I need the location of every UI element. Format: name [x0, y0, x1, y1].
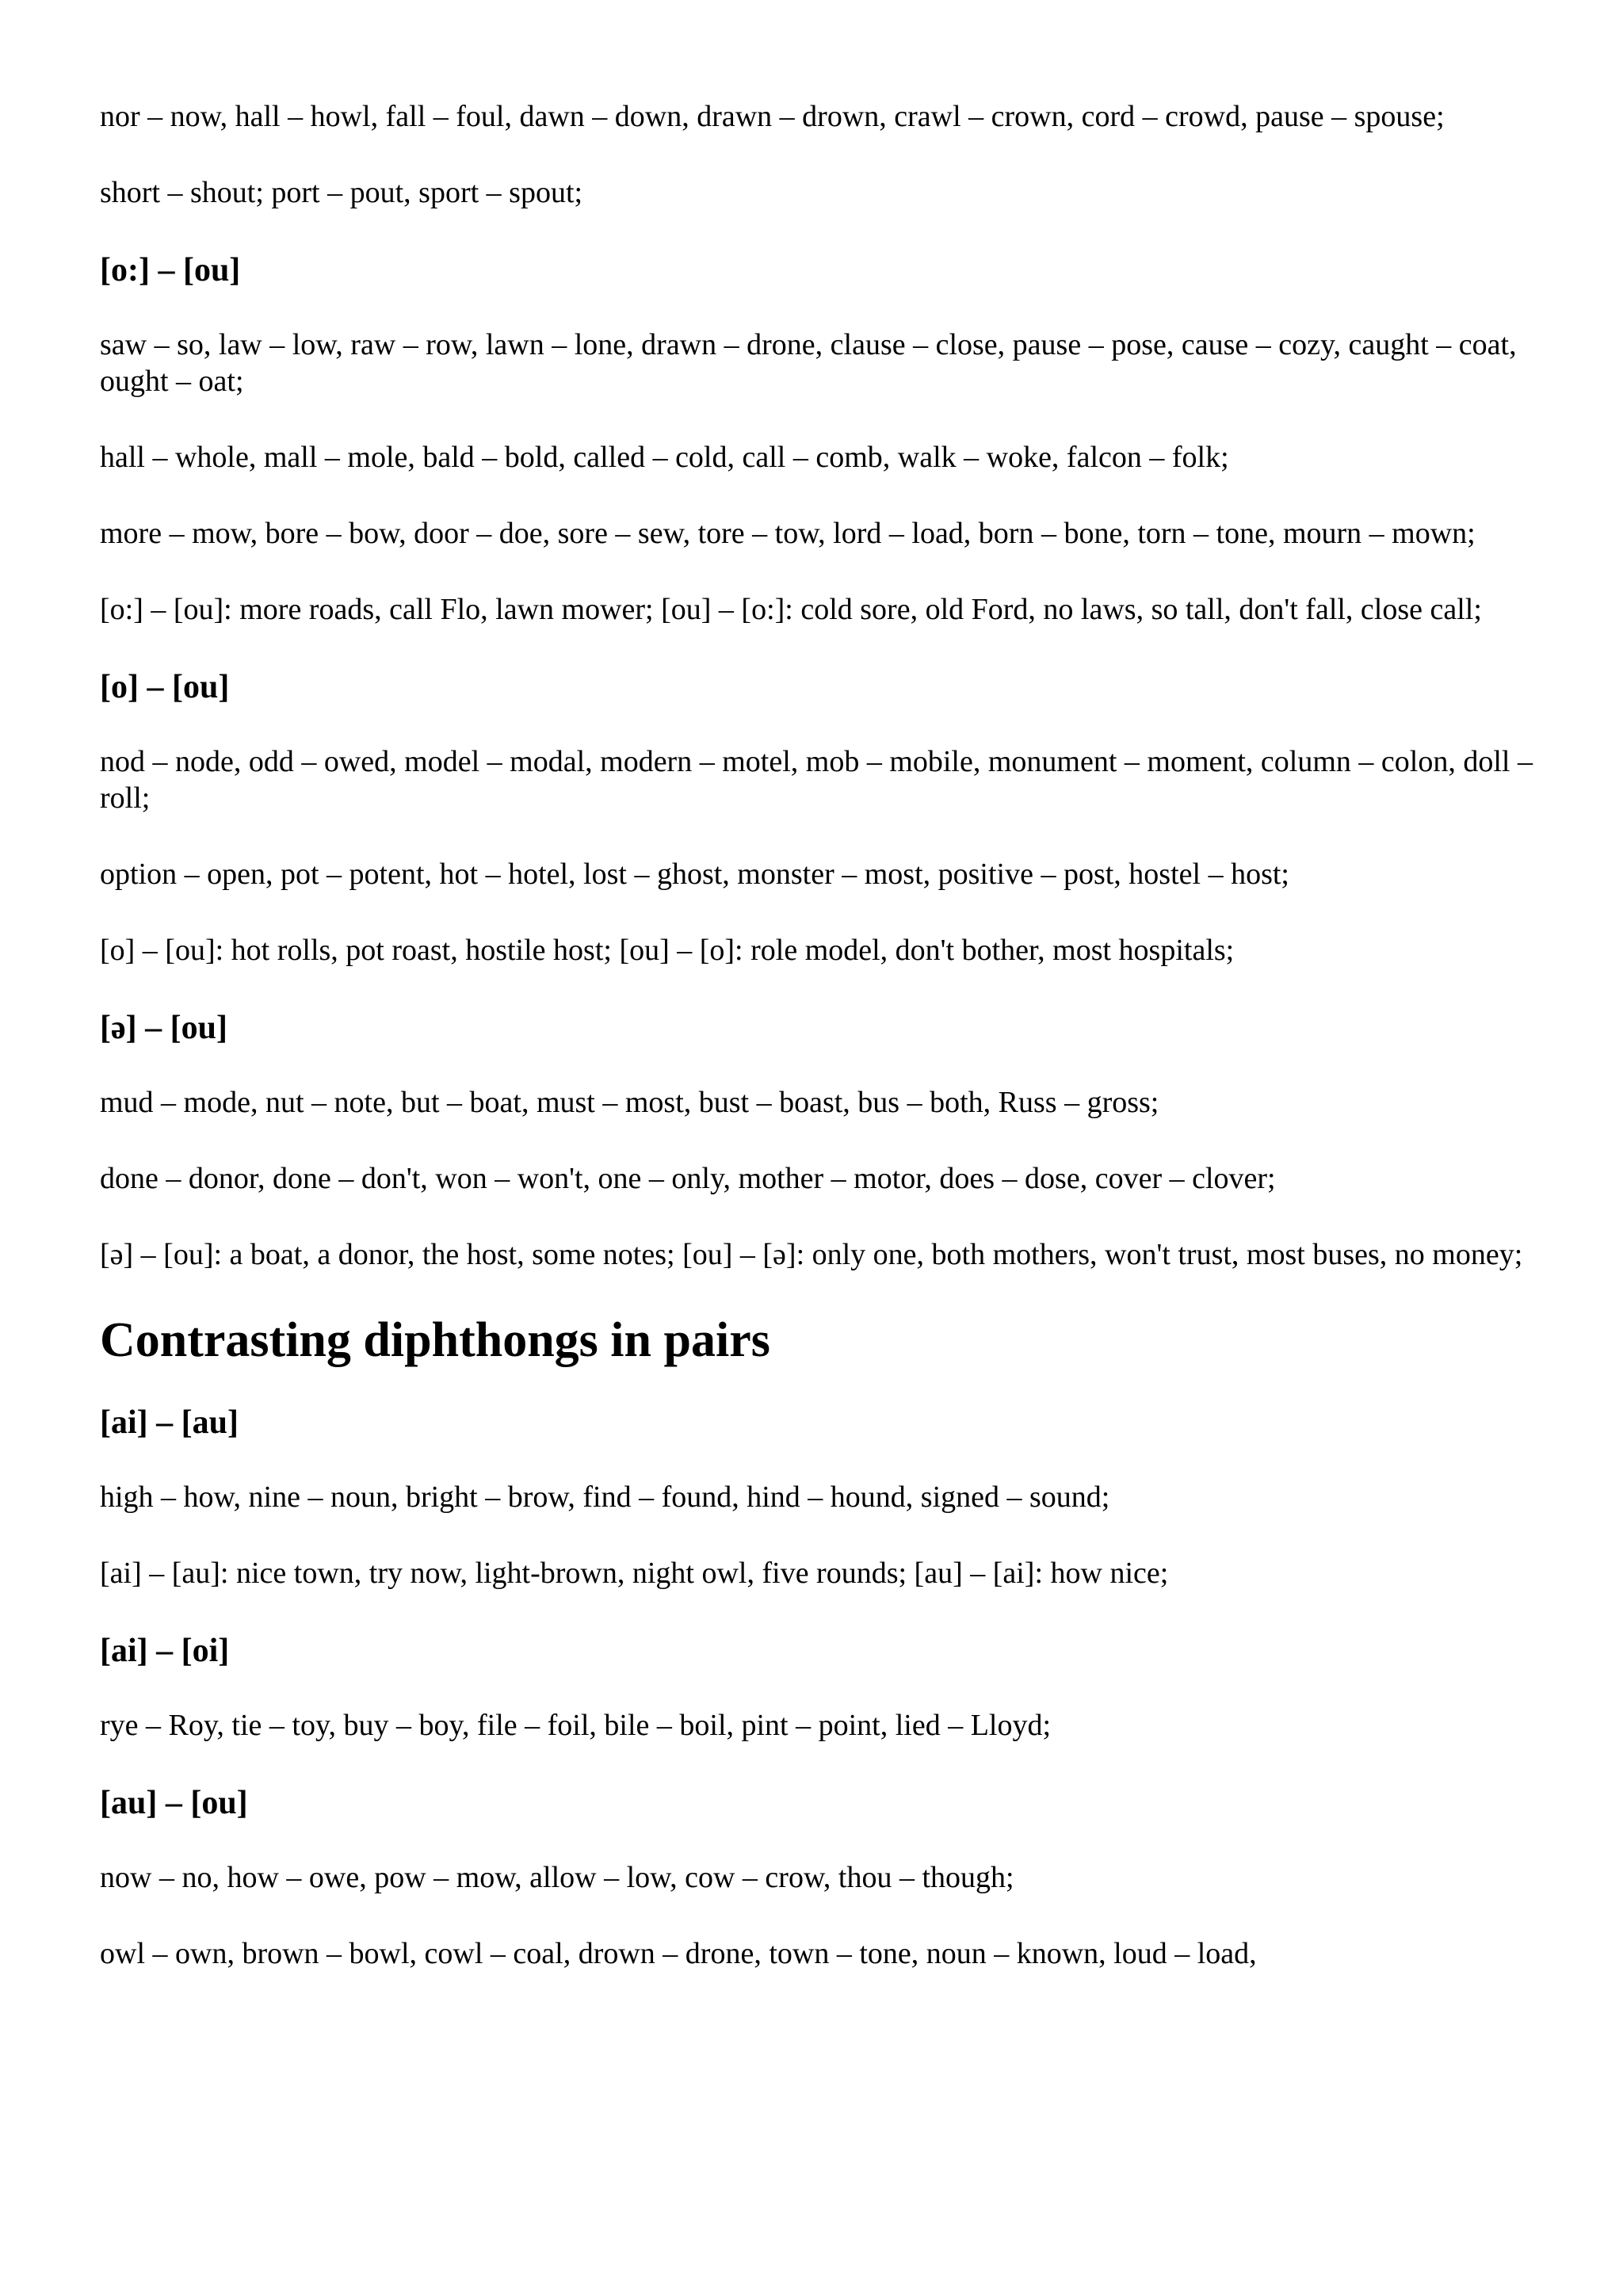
heading-au-ou: [au] – [ou] [100, 1785, 248, 1821]
heading-o-long-ou: [o:] – [ou] [100, 252, 241, 288]
para-nod-node: nod – node, odd – owed, model – modal, modern – motel, mob – mobile, monument – moment, column – colon, doll – roll; [100, 745, 1533, 815]
para-high-how: high – how, nine – noun, bright – brow, find – found, hind – hound, signed – sound; [100, 1480, 1110, 1514]
heading-ai-au: [ai] – [au] [100, 1404, 239, 1441]
para-o-long-ou-phrases: [o:] – [ou]: more roads, call Flo, lawn mower; [ou] – [o:]: cold sore, old Ford, no laws, so tall, don't fall, close call; [100, 593, 1482, 626]
para-schwa-ou-phrases: [ə] – [ou]: a boat, a donor, the host, some notes; [ou] – [ə]: only one, both mothers, won't trust, most buses, no money; [100, 1238, 1523, 1271]
heading-ai-oi: [ai] – [oi] [100, 1633, 230, 1669]
para-hall-whole: hall – whole, mall – mole, bald – bold, called – cold, call – comb, walk – woke, falcon – folk; [100, 441, 1229, 474]
para-mud-mode: mud – mode, nut – note, but – boat, must – most, bust – boast, bus – both, Russ – gross; [100, 1086, 1159, 1119]
para-o-ou-phrases: [o] – [ou]: hot rolls, pot roast, hostile host; [ou] – [o]: role model, don't bother, most hospitals; [100, 934, 1235, 967]
para-ai-au-phrases: [ai] – [au]: nice town, try now, light-brown, night owl, five rounds; [au] – [ai]: how nice; [100, 1557, 1169, 1590]
para-rye-roy: rye – Roy, tie – toy, buy – boy, file – foil, bile – boil, pint – point, lied – Lloyd; [100, 1709, 1052, 1742]
para-now-no: now – no, how – owe, pow – mow, allow – low, cow – crow, thou – though; [100, 1861, 1014, 1894]
para-saw-so: saw – so, law – low, raw – row, lawn – lone, drawn – drone, clause – close, pause – pose, cause – cozy, caught – coat, ought – oat; [100, 328, 1517, 398]
para-short-shout: short – shout; port – pout, sport – spout; [100, 176, 583, 209]
para-nor-now: nor – now, hall – howl, fall – foul, dawn – down, drawn – drown, crawl – crown, cord – crowd, pause – spouse; [100, 100, 1445, 133]
para-option-open: option – open, pot – potent, hot – hotel, lost – ghost, monster – most, positive – post, hostel – host; [100, 858, 1289, 891]
para-done-donor: done – donor, done – don't, won – won't, one – only, mother – motor, does – dose, cover – clover; [100, 1162, 1276, 1195]
para-more-mow: more – mow, bore – bow, door – doe, sore – sew, tore – tow, lord – load, born – bone, torn – tone, mourn – mown; [100, 517, 1476, 550]
heading-schwa-ou: [ə] – [ou] [100, 1010, 227, 1046]
heading-o-ou: [o] – [ou] [100, 669, 230, 705]
section-title-contrasting-diphthongs: Contrasting diphthongs in pairs [100, 1313, 770, 1367]
para-owl-own: owl – own, brown – bowl, cowl – coal, drown – drone, town – tone, noun – known, loud – load, [100, 1937, 1257, 1970]
